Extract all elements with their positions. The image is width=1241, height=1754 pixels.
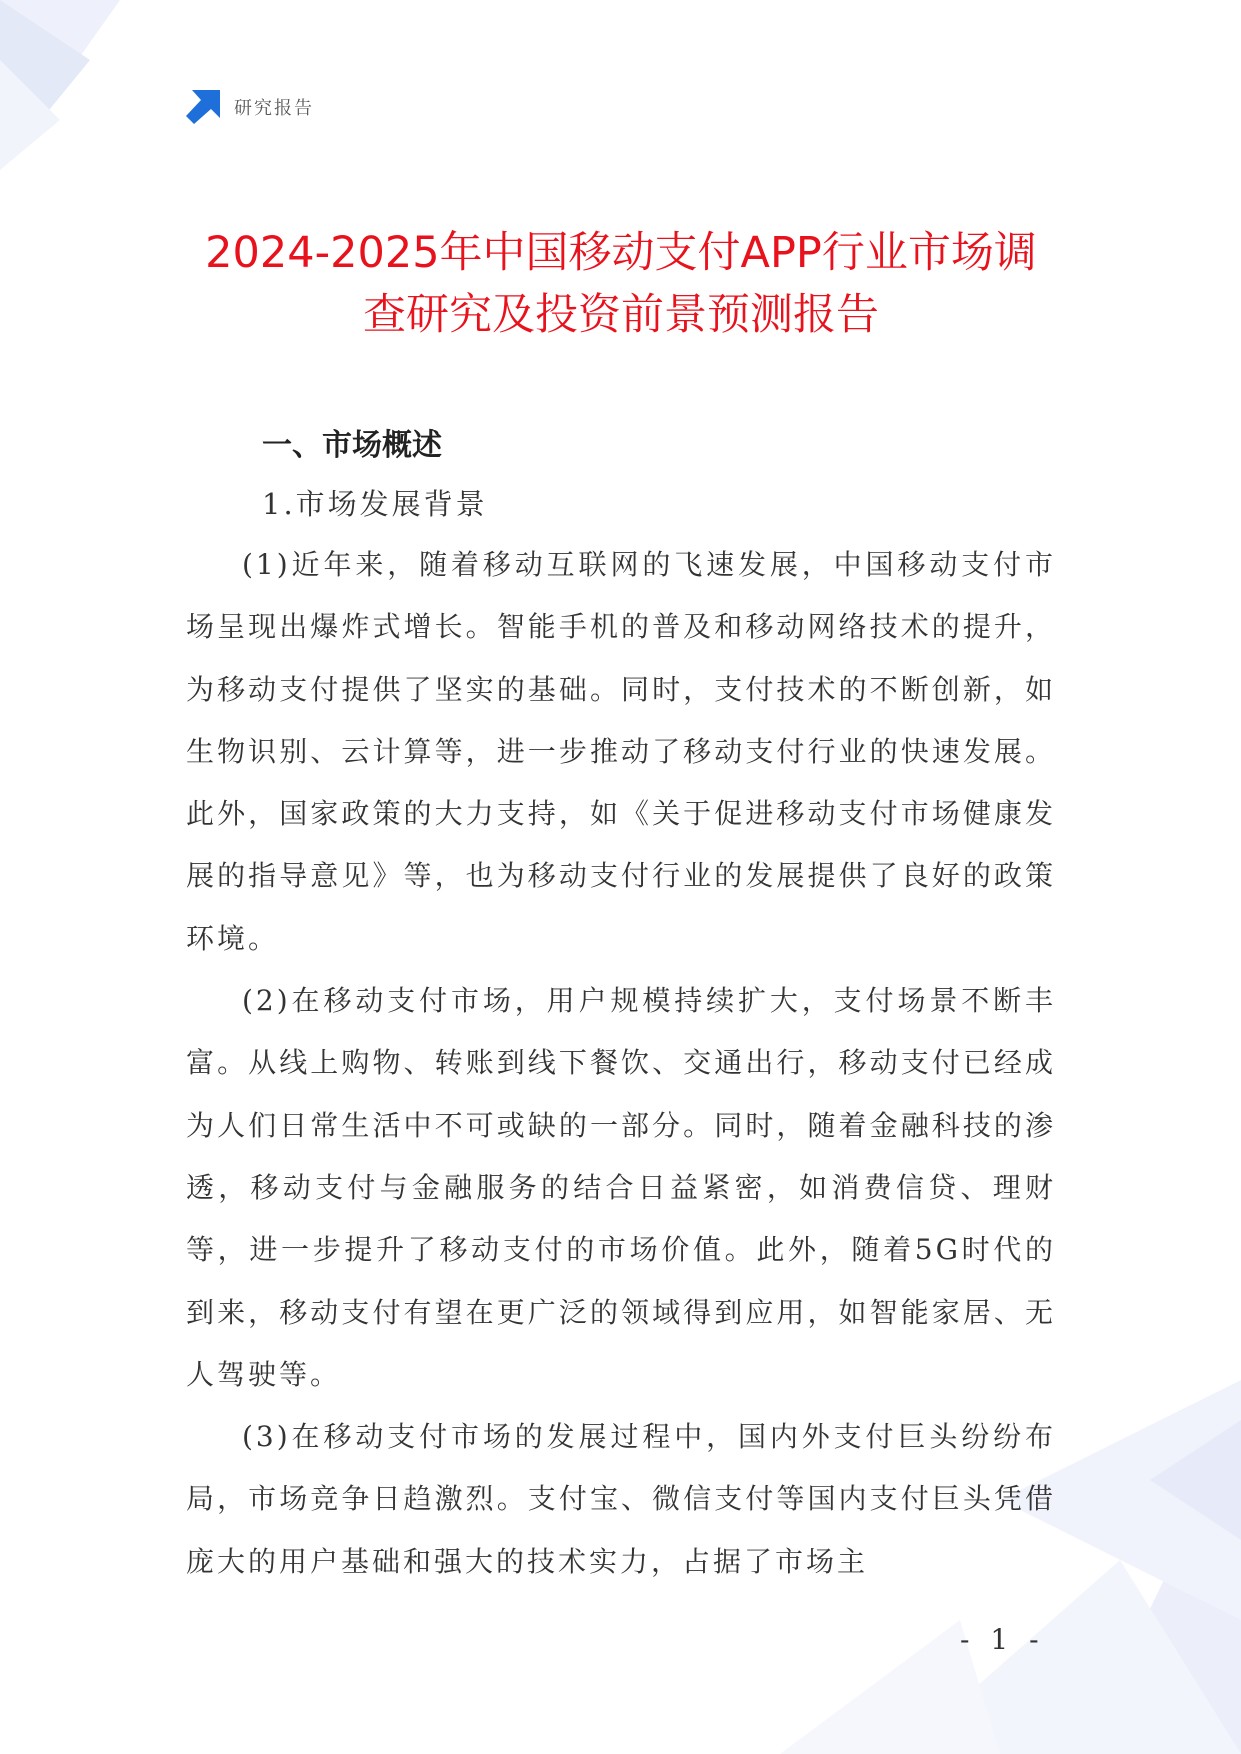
paragraph-3: (3)在移动支付市场的发展过程中，国内外支付巨头纷纷布局，市场竞争日趋激烈。支付宝、微信支付等国内支付巨头凭借庞大的用户基础和强大的技术实力，占据了市场主 — [186, 1420, 1056, 1578]
paragraph-1: (1)近年来，随着移动互联网的飞速发展，中国移动支付市场呈现出爆炸式增长。智能手机的普及和移动网络技术的提升，为移动支付提供了坚实的基础。同时，支付技术的不断创新，如生物识别、云计算等，进一步推动了移动支付行业的快速发展。此外，国家政策的大力支持，如《关于促进移动支付市场健康发展的指导意见》等，也为移动支付行业的发展提供了良好的政策环境。 — [186, 548, 1056, 955]
arrow-up-right-icon — [186, 90, 220, 124]
subsection-heading: 1.市场发展背景 — [262, 487, 488, 521]
header-label: 研究报告 — [234, 98, 314, 119]
page-header — [186, 90, 314, 124]
document-title: 2024-2025年中国移动支付APP行业市场调查研究及投资前景预测报告 — [205, 228, 1037, 340]
page-number: - 1 - — [960, 1623, 1045, 1656]
paragraph-2: (2)在移动支付市场，用户规模持续扩大，支付场景不断丰富。从线上购物、转账到线下餐饮、交通出行，移动支付已经成为人们日常生活中不可或缺的一部分。同时，随着金融科技的渗透，移动支付与金融服务的结合日益紧密，如消费信贷、理财等，进一步提升了移动支付的市场价值。此外，随着5G时代的到来，移动支付有望在更广泛的领域得到应用，如智能家居、无人驾驶等。 — [186, 984, 1056, 1391]
body-text — [186, 534, 1056, 1593]
section-heading: 一、市场概述 — [262, 428, 442, 463]
